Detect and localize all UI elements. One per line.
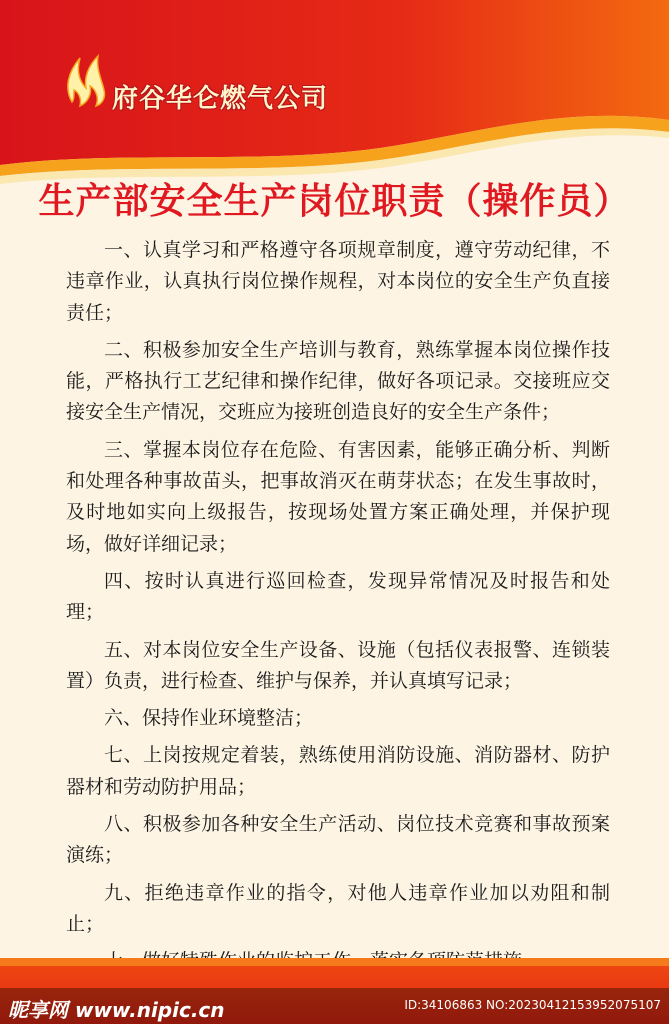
page-title: 生产部安全生产岗位职责（操作员） [38,181,631,222]
duty-item: 一、认真学习和严格遵守各项规章制度，遵守劳动纪律，不违章作业，认真执行岗位操作规程，对本岗位的安全生产负直接责任； [66,239,610,324]
duty-item: 五、对本岗位安全生产设备、设施（包括仪表报警、连锁装置）负责，进行检查、维护与保养，并认真填写记录； [66,638,610,692]
company-name: 府谷华仑燃气公司 [112,84,329,114]
duty-item: 七、上岗按规定着装，熟练使用消防设施、消防器材、防护器材和劳动防护用品； [66,744,610,798]
duty-item: 三、掌握本岗位存在危险、有害因素，能够正确分析、判断和处理各种事故苗头，把事故消灭在萌芽状态；在发生事故时，及时地如实向上级报告，按现场处置方案正确处理，并保护现场，做好详细记录； [66,438,610,555]
watermark-site: 昵享网 www.nipic.cn [8,998,225,1022]
duty-item: 九、拒绝违章作业的指令，对他人违章作业加以劝阻和制止； [66,881,610,935]
duty-item: 八、积极参加各种安全生产活动、岗位技术竞赛和事故预案演练； [66,813,610,867]
flame-logo-icon [62,52,110,108]
duty-item: 二、积极参加安全生产培训与教育，熟练掌握本岗位操作技能，严格执行工艺纪律和操作纪律，做好各项记录。交接班应交接安全生产情况，交班应为接班创造良好的安全生产条件； [66,338,610,424]
duty-item: 六、保持作业环境整洁； [104,707,314,730]
duties-list [66,235,610,1021]
duty-item: 四、按时认真进行巡回检查，发现异常情况及时报告和处理； [66,569,610,624]
watermark-id: ID:34106863 NO:20230412153952075107 [404,998,661,1012]
